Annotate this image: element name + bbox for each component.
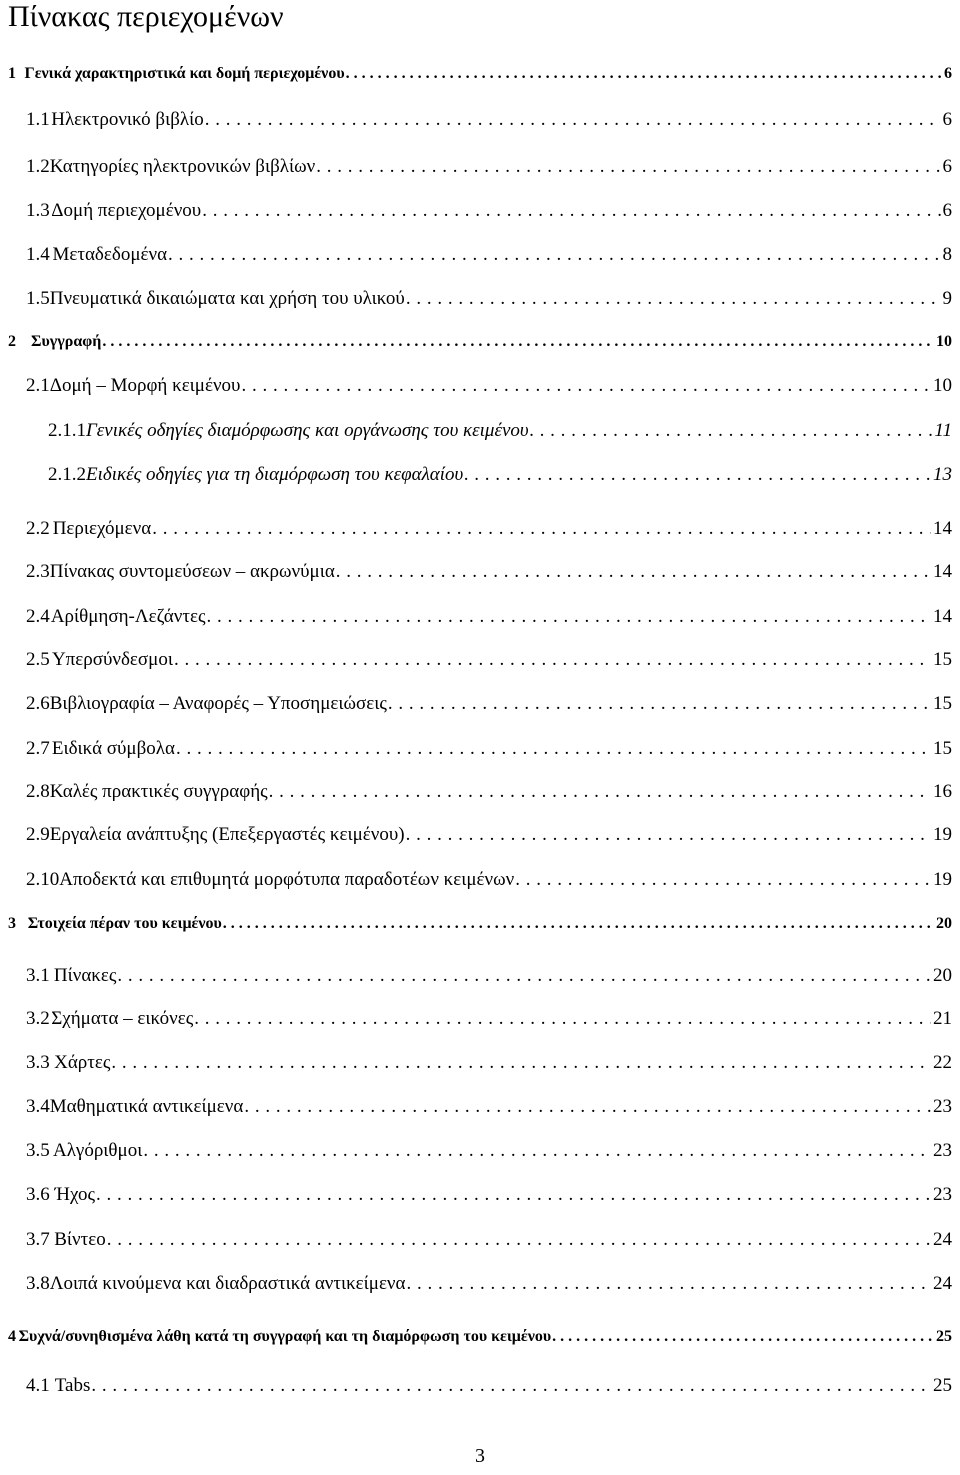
dot-leader — [111, 1051, 931, 1075]
toc-entry-page: 8 — [942, 244, 952, 265]
toc-entry-title: Συγγραφή — [31, 333, 102, 350]
toc-entry-title: Μαθηματικά αντικείμενα — [49, 1096, 244, 1117]
toc-entry-title: Ειδικές οδηγίες για τη διαμόρφωση του κεφαλαίου — [86, 464, 464, 485]
toc-entry[interactable] — [0, 287, 952, 311]
dot-leader — [176, 737, 931, 761]
dot-leader — [464, 463, 931, 487]
toc-entry[interactable] — [0, 1007, 952, 1031]
toc-entry[interactable] — [0, 62, 952, 86]
toc-entry-page: 10 — [936, 333, 952, 350]
toc-entry-number: 2.7 — [26, 738, 50, 759]
toc-entry-page: 10 — [933, 375, 952, 396]
toc-entry-title: Βιβλιογραφία – Αναφορές – Υποσημειώσεις — [49, 693, 387, 714]
toc-entry[interactable] — [0, 419, 952, 443]
toc-entry-number: 1.1 — [26, 109, 50, 130]
toc-entry[interactable] — [0, 463, 952, 487]
toc-entry-page: 6 — [944, 65, 952, 82]
dot-leader — [530, 419, 933, 443]
page-title: Πίνακας περιεχομένων — [8, 0, 284, 33]
dot-leader — [194, 1007, 931, 1031]
toc-entry-title: Συχνά/συνηθισμένα λάθη κατά τη συγγραφή και τη διαμόρφωση του κειμένου — [18, 1328, 552, 1345]
toc-entry-number: 4.1 — [26, 1375, 50, 1396]
dot-leader — [143, 1139, 931, 1163]
toc-entry-number: 3.8 — [26, 1273, 50, 1294]
toc-entry-page: 22 — [933, 1052, 952, 1073]
toc-entry[interactable] — [0, 1139, 952, 1163]
toc-entry[interactable] — [0, 868, 952, 892]
toc-entry-title: Βίντεο — [54, 1229, 106, 1250]
toc-entry-page: 19 — [933, 869, 952, 890]
dot-leader — [406, 823, 931, 847]
toc-entry-title: Αρίθμηση-Λεζάντες — [50, 606, 206, 627]
toc-entry-number: 1.3 — [26, 200, 50, 221]
toc-entry-title: Στοιχεία πέραν του κειμένου — [27, 915, 222, 932]
dot-leader — [552, 1325, 934, 1349]
toc-entry-page: 23 — [933, 1184, 952, 1205]
toc-entry[interactable] — [0, 199, 952, 223]
toc-entry-page: 14 — [933, 606, 952, 627]
toc-entry-title: Δομή – Μορφή κειμένου — [49, 375, 241, 396]
toc-entry-number: 3.1 — [26, 965, 50, 986]
toc-entry[interactable] — [0, 605, 952, 629]
toc-entry-page: 14 — [933, 561, 952, 582]
toc-entry-title: Εργαλεία ανάπτυξης (Επεξεργαστές κειμένου) — [49, 824, 405, 845]
dot-leader — [223, 912, 934, 936]
toc-entry-title: Καλές πρακτικές συγγραφής — [49, 781, 268, 802]
toc-entry-number: 1.2 — [26, 156, 50, 177]
toc-entry-number: 2.5 — [26, 649, 50, 670]
toc-entry-number: 2.10 — [26, 869, 60, 890]
toc-entry-title: Πνευματικά δικαιώματα και χρήση του υλικού — [49, 288, 405, 309]
toc-entry-number: 2.2 — [26, 518, 50, 539]
toc-entry-page: 11 — [934, 420, 952, 441]
toc-entry-page: 15 — [933, 738, 952, 759]
toc-entry[interactable] — [0, 1272, 952, 1296]
toc-entry-number: 2.4 — [26, 606, 50, 627]
dot-leader — [207, 605, 932, 629]
dot-leader — [406, 287, 941, 311]
dot-leader — [241, 374, 931, 398]
toc-entry-title: Ήχος — [54, 1184, 96, 1205]
toc-entry-title: Υπερσύνδεσμοι — [51, 649, 173, 670]
toc-entry[interactable] — [0, 1325, 952, 1349]
dot-leader — [406, 1272, 931, 1296]
toc-entry[interactable] — [0, 374, 952, 398]
toc-entry-number: 2.1 — [26, 375, 50, 396]
toc-entry-number: 2.9 — [26, 824, 50, 845]
dot-leader — [107, 1228, 931, 1252]
toc-entry-number: 3.5 — [26, 1140, 50, 1161]
toc-entry-title: Ηλεκτρονικό βιβλίο — [51, 109, 204, 130]
toc-entry-page: 6 — [942, 156, 952, 177]
dot-leader — [316, 155, 940, 179]
dot-leader — [515, 868, 931, 892]
toc-entry-page: 25 — [936, 1328, 952, 1345]
toc-entry-number: 1 — [8, 65, 16, 82]
toc-entry-page: 6 — [942, 200, 952, 221]
toc-entry-page: 20 — [933, 965, 952, 986]
toc-entry[interactable] — [0, 964, 952, 988]
toc-entry-title: Αλγόριθμοι — [53, 1140, 143, 1161]
toc-entry[interactable] — [0, 1095, 952, 1119]
toc-entry-page: 15 — [933, 693, 952, 714]
toc-entry-number: 3.2 — [26, 1008, 50, 1029]
toc-entry[interactable] — [0, 560, 952, 584]
toc-entry-title: Tabs — [54, 1375, 91, 1396]
toc-entry-title: Αποδεκτά και επιθυμητά μορφότυπα παραδοτέων κειμένων — [59, 869, 515, 890]
toc-entry-title: Χάρτες — [54, 1052, 111, 1073]
toc-entry-number: 3.7 — [26, 1229, 50, 1250]
dot-leader — [269, 780, 931, 804]
toc-entry-title: Ειδικά σύμβολα — [51, 738, 175, 759]
toc-entry-page: 19 — [933, 824, 952, 845]
toc-entry-title: Δομή περιεχομένου — [51, 200, 202, 221]
dot-leader — [174, 648, 931, 672]
toc-entry[interactable] — [0, 780, 952, 804]
dot-leader — [168, 243, 940, 267]
dot-leader — [244, 1095, 931, 1119]
toc-entry-page: 23 — [933, 1096, 952, 1117]
toc-entry-title: Σχήματα – εικόνες — [51, 1008, 194, 1029]
toc-entry-title: Περιεχόμενα — [52, 518, 152, 539]
dot-leader — [205, 108, 941, 132]
toc-entry[interactable] — [0, 108, 952, 132]
toc-entry-page: 9 — [942, 288, 952, 309]
toc-entry[interactable] — [0, 648, 952, 672]
toc-entry-number: 2.1.1 — [48, 420, 86, 441]
toc-entry-number: 3.6 — [26, 1184, 50, 1205]
toc-entry[interactable] — [0, 1228, 952, 1252]
toc-entry-page: 16 — [933, 781, 952, 802]
toc-entry-number: 3.3 — [26, 1052, 50, 1073]
toc-entry-page: 24 — [933, 1229, 952, 1250]
toc-entry-number: 3.4 — [26, 1096, 50, 1117]
toc-entry[interactable] — [0, 155, 952, 179]
dot-leader — [91, 1374, 931, 1398]
toc-entry-page: 15 — [933, 649, 952, 670]
toc-entry-page: 25 — [933, 1375, 952, 1396]
toc-entry-title: Λοιπά κινούμενα και διαδραστικά αντικείμενα — [49, 1273, 406, 1294]
toc-entry-number: 2.3 — [26, 561, 50, 582]
toc-entry[interactable] — [0, 823, 952, 847]
toc-entry-number: 2.8 — [26, 781, 50, 802]
toc-entry[interactable] — [0, 1374, 952, 1398]
page-number: 3 — [475, 1445, 485, 1467]
dot-leader — [388, 692, 931, 716]
dot-leader — [336, 560, 931, 584]
toc-entry-number: 1.4 — [26, 244, 50, 265]
toc-entry-page: 20 — [936, 915, 952, 932]
toc-entry-number: 2 — [8, 333, 16, 350]
toc-entry-title: Πίνακες — [53, 965, 117, 986]
toc-entry-number: 4 — [8, 1328, 16, 1345]
toc-entry-page: 21 — [933, 1008, 952, 1029]
dot-leader — [102, 330, 934, 354]
toc-entry[interactable] — [0, 330, 952, 354]
toc-entry-page: 6 — [942, 109, 952, 130]
toc-entry-title: Γενικές οδηγίες διαμόρφωσης και οργάνωσης του κειμένου — [86, 420, 529, 441]
dot-leader — [202, 199, 940, 223]
toc-entry-number: 2.6 — [26, 693, 50, 714]
toc-entry[interactable] — [0, 912, 952, 936]
toc-entry-page: 24 — [933, 1273, 952, 1294]
toc-entry-number: 1.5 — [26, 288, 50, 309]
toc-entry[interactable] — [0, 517, 952, 541]
toc-entry-page: 23 — [933, 1140, 952, 1161]
toc-entry[interactable] — [0, 737, 952, 761]
toc-entry[interactable] — [0, 692, 952, 716]
toc-entry-number: 3 — [8, 915, 16, 932]
toc-entry-number: 2.1.2 — [48, 464, 86, 485]
toc-entry-title: Πίνακας συντομεύσεων – ακρωνύμια — [49, 561, 335, 582]
toc-entry-page: 13 — [933, 464, 952, 485]
toc-entry[interactable] — [0, 1183, 952, 1207]
toc-entry-title: Μεταδεδομένα — [52, 244, 168, 265]
dot-leader — [117, 964, 931, 988]
toc-entry[interactable] — [0, 243, 952, 267]
toc-entry-title: Κατηγορίες ηλεκτρονικών βιβλίων — [49, 156, 316, 177]
dot-leader — [152, 517, 931, 541]
dot-leader — [346, 62, 942, 86]
toc-entry-title: Γενικά χαρακτηριστικά και δομή περιεχομένου — [24, 65, 345, 82]
toc-entry[interactable] — [0, 1051, 952, 1075]
toc-entry-page: 14 — [933, 518, 952, 539]
dot-leader — [96, 1183, 931, 1207]
